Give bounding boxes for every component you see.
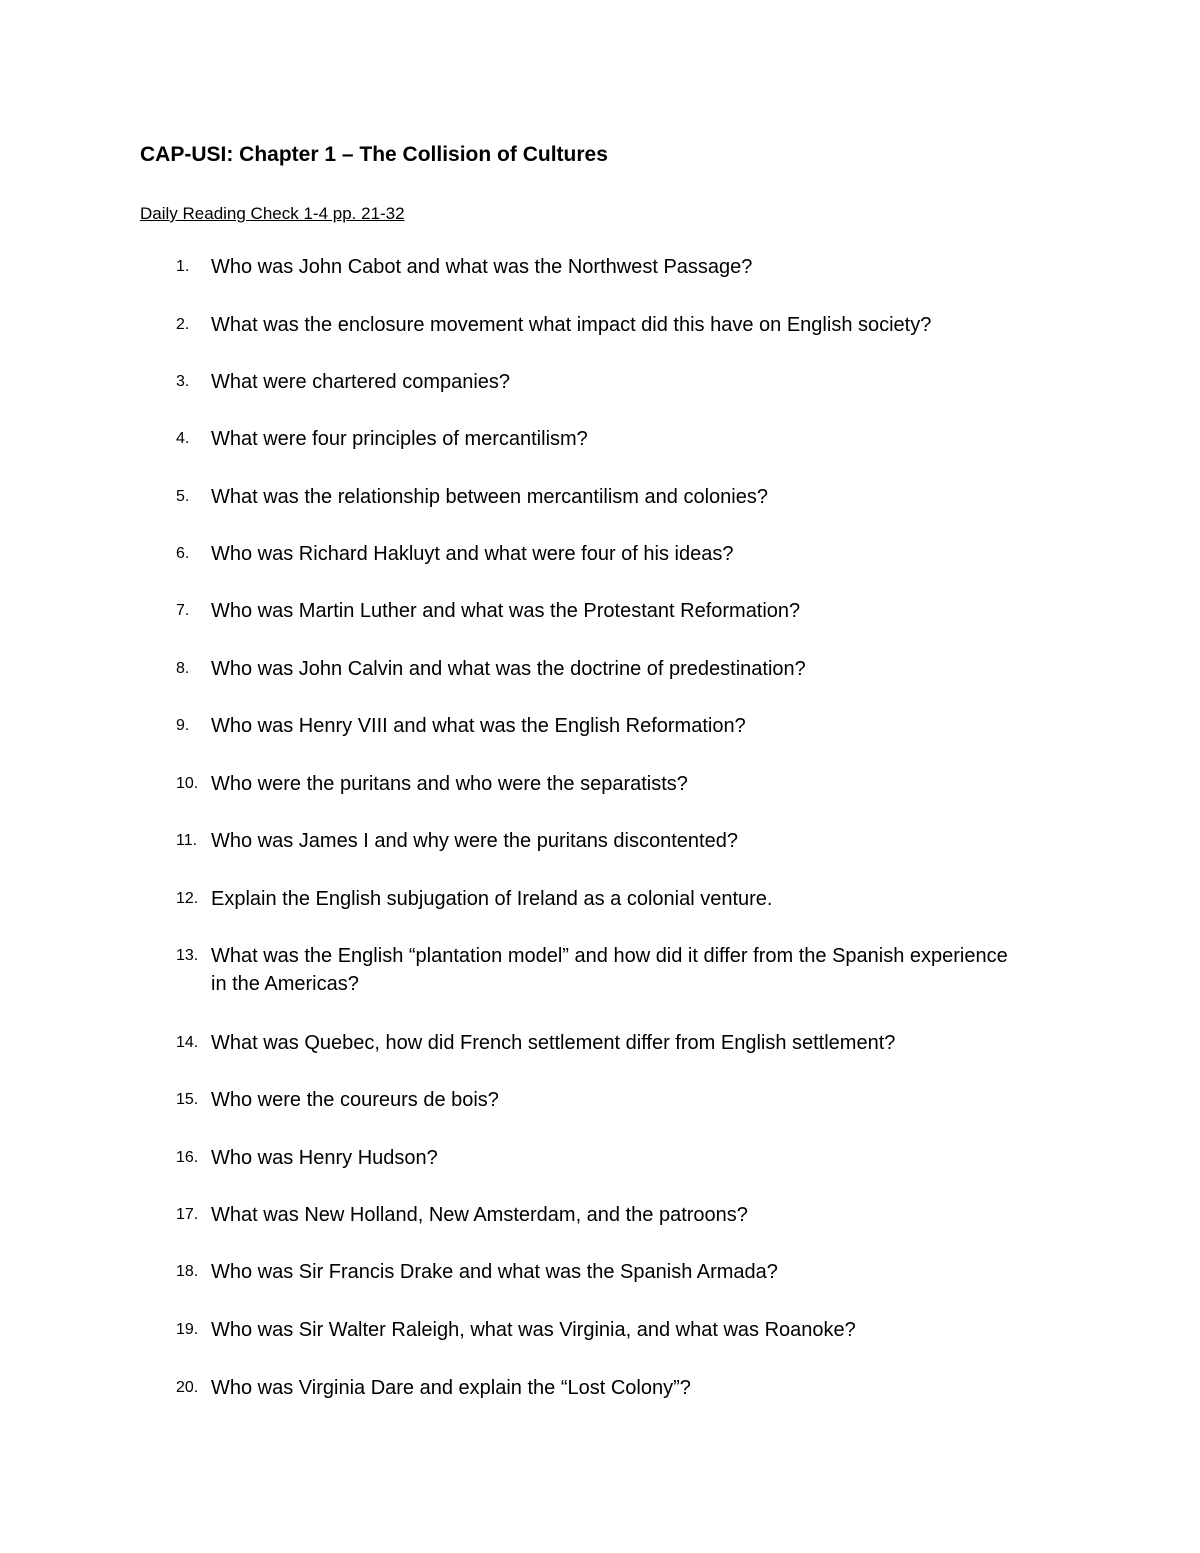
question-number: 20.: [176, 1379, 199, 1396]
question-number: 15.: [176, 1091, 199, 1108]
question-text: Who were the coureurs de bois?: [211, 1089, 499, 1111]
page-title: CAP-USI: Chapter 1 – The Collision of Cultures: [140, 143, 608, 166]
question-number: 19.: [176, 1321, 199, 1338]
question-number: 1.: [176, 258, 190, 275]
question-number: 16.: [176, 1149, 199, 1166]
question-number: 9.: [176, 717, 190, 734]
question-number: 3.: [176, 373, 190, 390]
question-number: 17.: [176, 1206, 199, 1223]
question-number: 11.: [176, 832, 198, 849]
question-number: 10.: [176, 775, 199, 792]
question-text: Who was James I and why were the puritans discontented?: [211, 830, 738, 852]
question-text: Who was John Cabot and what was the Northwest Passage?: [211, 256, 753, 278]
question-number: 7.: [176, 602, 190, 619]
question-text: Explain the English subjugation of Ireland as a colonial venture.: [211, 888, 773, 910]
question-text: What were chartered companies?: [211, 371, 511, 393]
question-text: What was the enclosure movement what impact did this have on English society?: [211, 314, 932, 336]
question-number: 14.: [176, 1034, 199, 1051]
question-text: Who was Virginia Dare and explain the “Lost Colony”?: [211, 1377, 691, 1399]
question-text: Who was Henry VIII and what was the English Reformation?: [211, 715, 746, 737]
question-number: 5.: [176, 488, 190, 505]
question-text: What were four principles of mercantilism?: [211, 428, 588, 450]
question-text: What was the English “plantation model” and how did it differ from the Spanish experience in the Americas?: [211, 945, 1008, 995]
question-number: 12.: [176, 890, 199, 907]
question-text: Who was John Calvin and what was the doctrine of predestination?: [211, 658, 806, 680]
question-text: Who was Sir Francis Drake and what was the Spanish Armada?: [211, 1261, 778, 1283]
question-number: 8.: [176, 660, 190, 677]
question-text: Who was Sir Walter Raleigh, what was Virginia, and what was Roanoke?: [211, 1319, 856, 1341]
question-text: What was the relationship between mercantilism and colonies?: [211, 486, 768, 508]
question-number: 6.: [176, 545, 190, 562]
question-number: 13.: [176, 947, 199, 964]
question-text: Who was Richard Hakluyt and what were four of his ideas?: [211, 543, 734, 565]
question-number: 18.: [176, 1263, 199, 1280]
reading-check-heading: Daily Reading Check 1-4 pp. 21-32: [140, 204, 405, 223]
question-text: Who was Henry Hudson?: [211, 1147, 438, 1169]
question-number: 4.: [176, 430, 190, 447]
question-text: What was New Holland, New Amsterdam, and the patroons?: [211, 1204, 748, 1226]
question-text: What was Quebec, how did French settlement differ from English settlement?: [211, 1032, 896, 1054]
question-text: Who was Martin Luther and what was the Protestant Reformation?: [211, 600, 801, 622]
question-number: 2.: [176, 316, 190, 333]
question-text: Who were the puritans and who were the separatists?: [211, 773, 688, 795]
